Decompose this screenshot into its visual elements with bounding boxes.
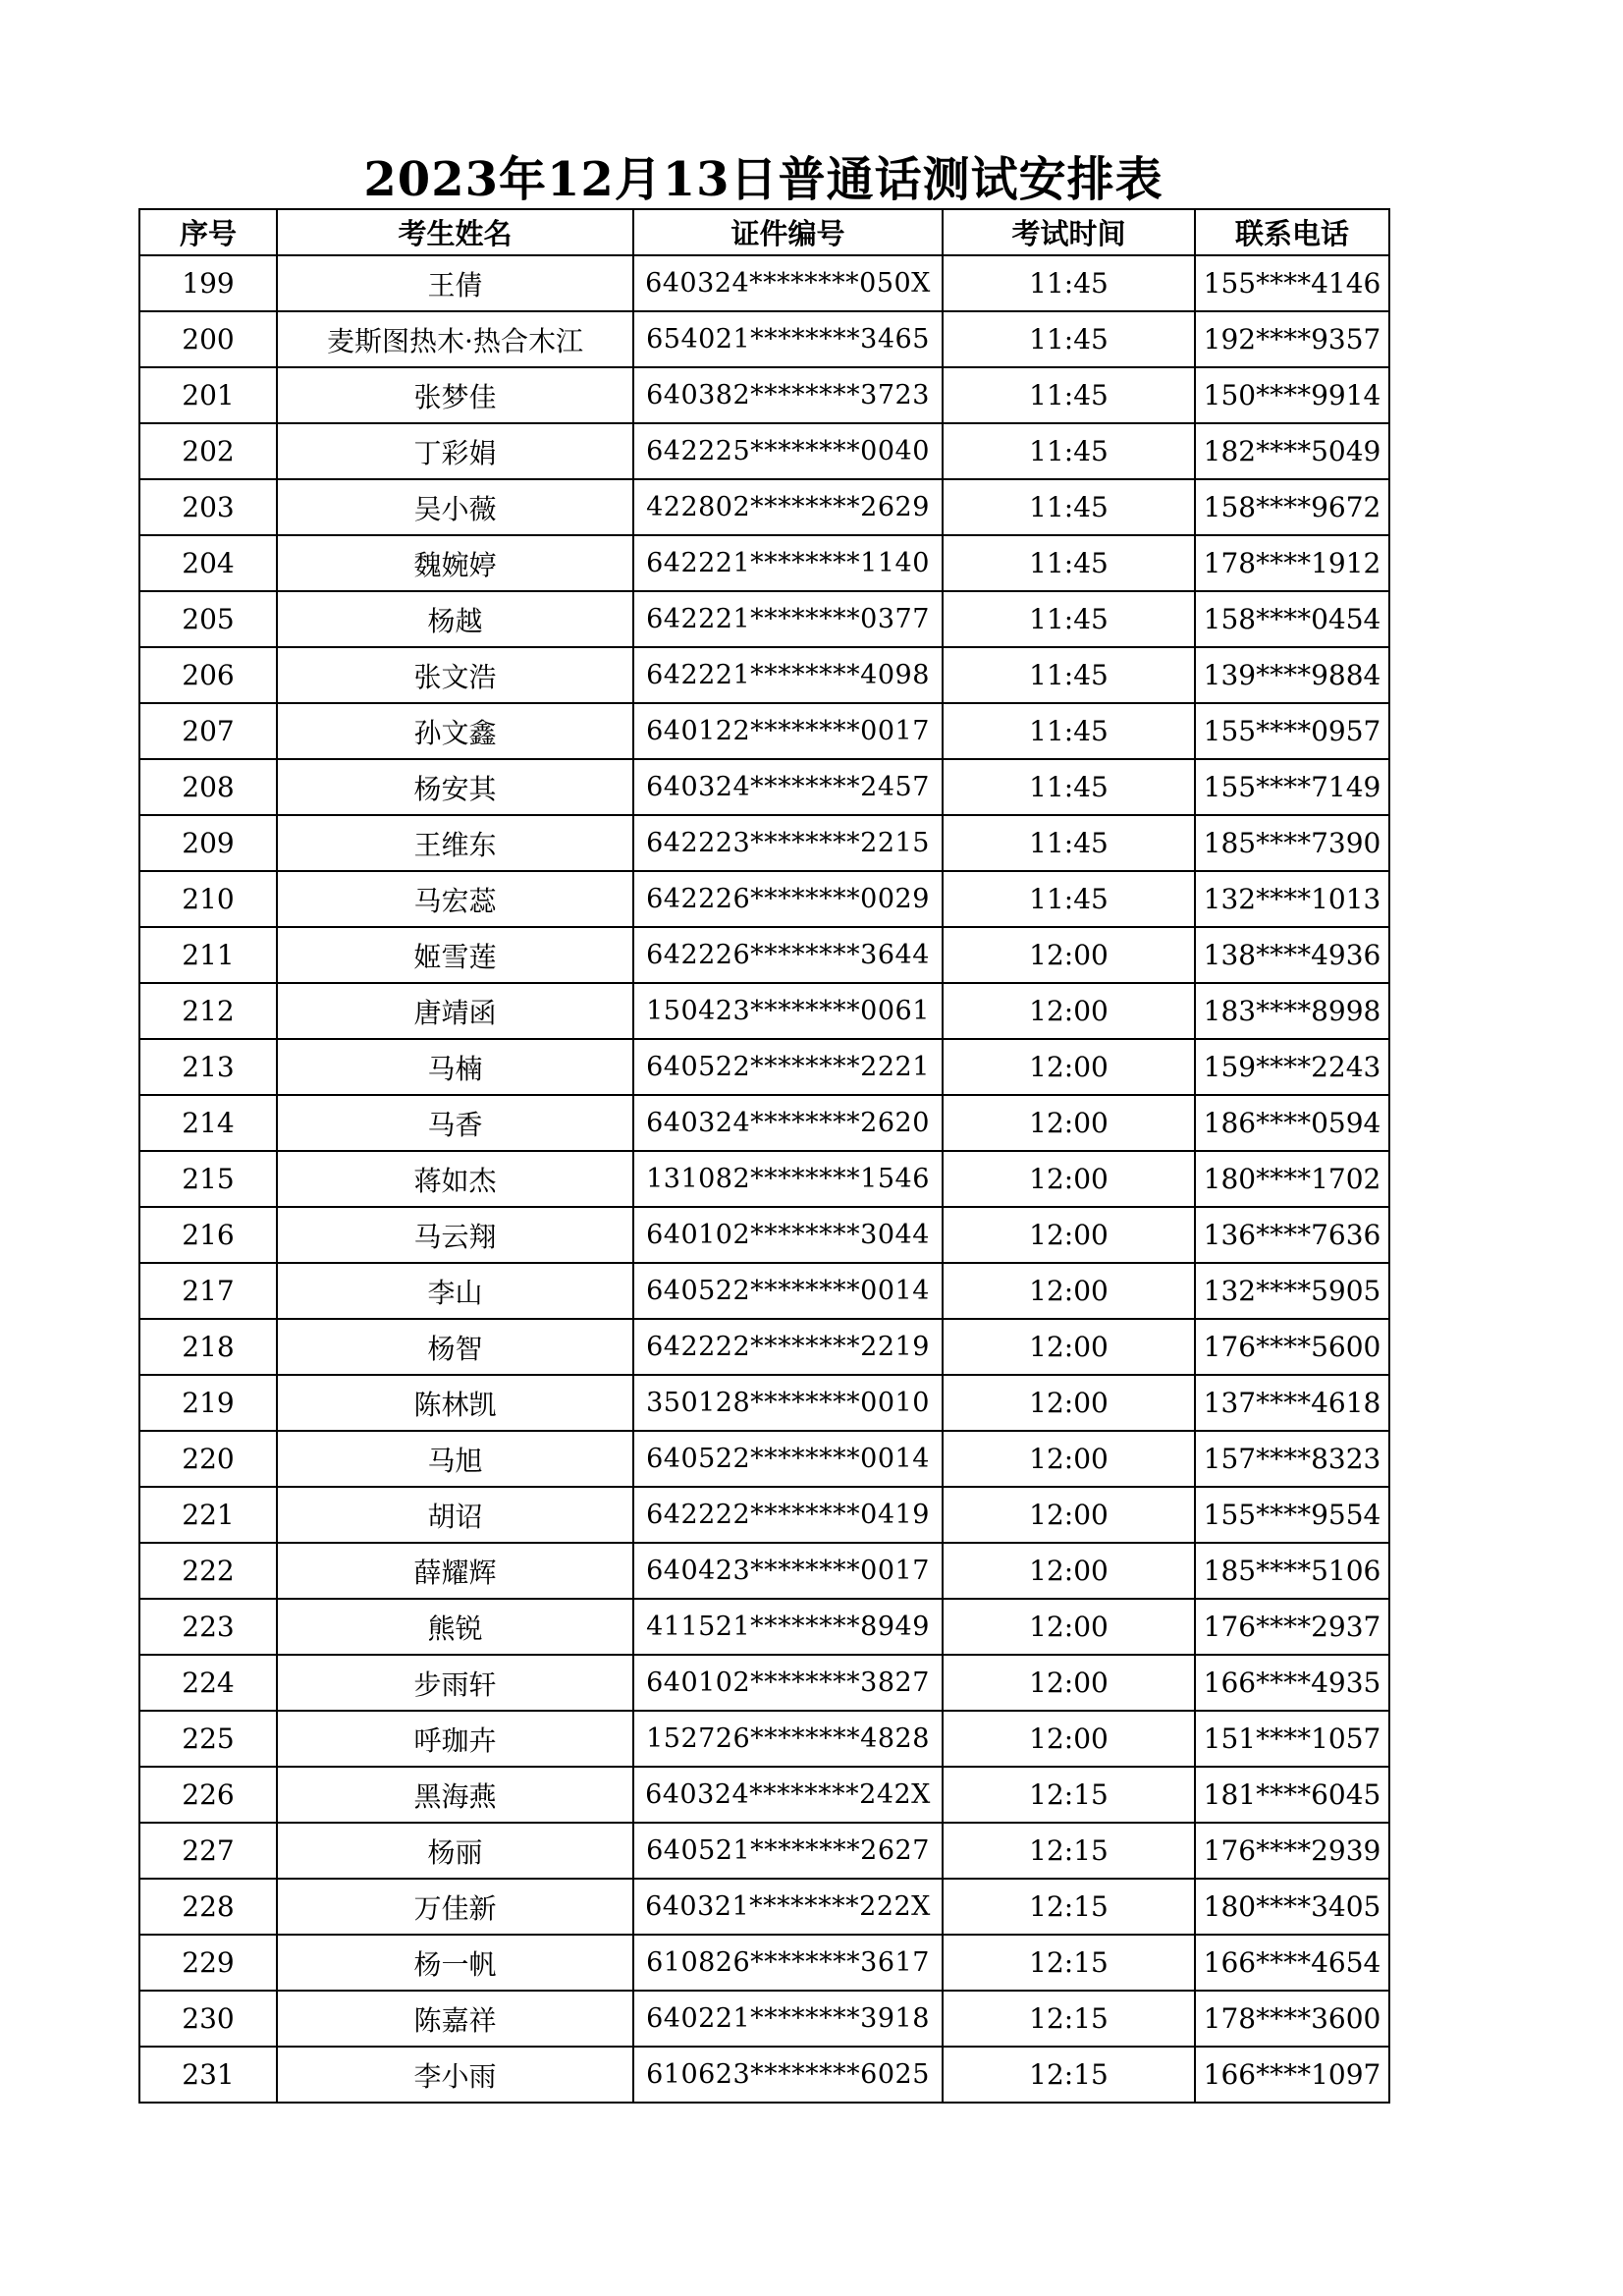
cell-seq: 220 — [139, 1431, 277, 1487]
cell-exam-time: 11:45 — [943, 255, 1195, 311]
cell-phone: 178****1912 — [1195, 535, 1389, 591]
table-row — [139, 1263, 1389, 1319]
cell-phone: 155****9554 — [1195, 1487, 1389, 1543]
table-row — [139, 647, 1389, 703]
table-row — [139, 1487, 1389, 1543]
cell-seq: 207 — [139, 703, 277, 759]
cell-phone: 155****4146 — [1195, 255, 1389, 311]
table-row — [139, 1655, 1389, 1711]
table-row — [139, 1095, 1389, 1151]
cell-phone: 137****4618 — [1195, 1375, 1389, 1431]
cell-exam-time: 12:00 — [943, 1543, 1195, 1599]
cell-name: 薛耀辉 — [277, 1543, 633, 1599]
cell-name: 张梦佳 — [277, 367, 633, 423]
table-row — [139, 1431, 1389, 1487]
table-row — [139, 1039, 1389, 1095]
cell-seq: 212 — [139, 983, 277, 1039]
cell-name: 丁彩娟 — [277, 423, 633, 479]
cell-name: 吴小薇 — [277, 479, 633, 535]
table-row — [139, 927, 1389, 983]
cell-id-number: 642221********1140 — [633, 535, 943, 591]
cell-id-number: 640521********2627 — [633, 1823, 943, 1879]
table-row — [139, 703, 1389, 759]
cell-id-number: 610623********6025 — [633, 2047, 943, 2103]
cell-exam-time: 11:45 — [943, 479, 1195, 535]
cell-id-number: 642225********0040 — [633, 423, 943, 479]
cell-seq: 201 — [139, 367, 277, 423]
cell-exam-time: 12:15 — [943, 1991, 1195, 2047]
cell-id-number: 411521********8949 — [633, 1599, 943, 1655]
cell-id-number: 422802********2629 — [633, 479, 943, 535]
cell-exam-time: 11:45 — [943, 367, 1195, 423]
cell-id-number: 642222********2219 — [633, 1319, 943, 1375]
table-row — [139, 1991, 1389, 2047]
cell-phone: 155****7149 — [1195, 759, 1389, 815]
cell-id-number: 640324********2457 — [633, 759, 943, 815]
cell-exam-time: 11:45 — [943, 815, 1195, 871]
cell-name: 杨智 — [277, 1319, 633, 1375]
cell-phone: 176****5600 — [1195, 1319, 1389, 1375]
cell-exam-time: 11:45 — [943, 423, 1195, 479]
cell-phone: 186****0594 — [1195, 1095, 1389, 1151]
cell-phone: 185****7390 — [1195, 815, 1389, 871]
cell-exam-time: 12:00 — [943, 927, 1195, 983]
table-row — [139, 1599, 1389, 1655]
header-exam-time: 考试时间 — [943, 209, 1195, 255]
cell-exam-time: 12:15 — [943, 1935, 1195, 1991]
cell-name: 魏婉婷 — [277, 535, 633, 591]
cell-seq: 223 — [139, 1599, 277, 1655]
cell-name: 李小雨 — [277, 2047, 633, 2103]
table-row — [139, 983, 1389, 1039]
cell-name: 张文浩 — [277, 647, 633, 703]
cell-phone: 139****9884 — [1195, 647, 1389, 703]
table-row — [139, 1207, 1389, 1263]
cell-seq: 228 — [139, 1879, 277, 1935]
table-row — [139, 1823, 1389, 1879]
cell-seq: 213 — [139, 1039, 277, 1095]
cell-id-number: 640522********0014 — [633, 1431, 943, 1487]
cell-seq: 217 — [139, 1263, 277, 1319]
cell-phone: 182****5049 — [1195, 423, 1389, 479]
cell-id-number: 640102********3044 — [633, 1207, 943, 1263]
table-header-row — [139, 209, 1389, 255]
cell-seq: 226 — [139, 1767, 277, 1823]
cell-exam-time: 12:15 — [943, 1767, 1195, 1823]
cell-name: 步雨轩 — [277, 1655, 633, 1711]
cell-id-number: 640102********3827 — [633, 1655, 943, 1711]
cell-seq: 199 — [139, 255, 277, 311]
table-row — [139, 535, 1389, 591]
cell-seq: 204 — [139, 535, 277, 591]
table-row — [139, 759, 1389, 815]
cell-exam-time: 12:00 — [943, 1207, 1195, 1263]
cell-name: 杨一帆 — [277, 1935, 633, 1991]
cell-phone: 150****9914 — [1195, 367, 1389, 423]
cell-exam-time: 11:45 — [943, 591, 1195, 647]
cell-seq: 225 — [139, 1711, 277, 1767]
cell-name: 杨越 — [277, 591, 633, 647]
cell-id-number: 350128********0010 — [633, 1375, 943, 1431]
cell-exam-time: 12:00 — [943, 1711, 1195, 1767]
cell-seq: 230 — [139, 1991, 277, 2047]
cell-id-number: 640382********3723 — [633, 367, 943, 423]
header-id-number: 证件编号 — [633, 209, 943, 255]
cell-exam-time: 12:00 — [943, 1319, 1195, 1375]
cell-seq: 202 — [139, 423, 277, 479]
cell-name: 王维东 — [277, 815, 633, 871]
cell-seq: 227 — [139, 1823, 277, 1879]
table-row — [139, 423, 1389, 479]
header-phone: 联系电话 — [1195, 209, 1389, 255]
table-row — [139, 311, 1389, 367]
cell-name: 熊锐 — [277, 1599, 633, 1655]
cell-name: 马香 — [277, 1095, 633, 1151]
cell-phone: 183****8998 — [1195, 983, 1389, 1039]
table-row — [139, 1711, 1389, 1767]
cell-exam-time: 12:00 — [943, 1039, 1195, 1095]
cell-name: 马宏蕊 — [277, 871, 633, 927]
cell-phone: 138****4936 — [1195, 927, 1389, 983]
header-seq: 序号 — [139, 209, 277, 255]
page-title: 2023年12月13日普通话测试安排表 — [363, 152, 1163, 207]
cell-exam-time: 12:00 — [943, 1655, 1195, 1711]
cell-phone: 181****6045 — [1195, 1767, 1389, 1823]
table-row — [139, 1767, 1389, 1823]
table-row — [139, 871, 1389, 927]
cell-name: 姬雪莲 — [277, 927, 633, 983]
cell-seq: 210 — [139, 871, 277, 927]
cell-phone: 132****1013 — [1195, 871, 1389, 927]
cell-exam-time: 11:45 — [943, 311, 1195, 367]
cell-phone: 176****2939 — [1195, 1823, 1389, 1879]
cell-phone: 166****4935 — [1195, 1655, 1389, 1711]
cell-seq: 218 — [139, 1319, 277, 1375]
cell-name: 王倩 — [277, 255, 633, 311]
cell-name: 杨丽 — [277, 1823, 633, 1879]
cell-id-number: 642222********0419 — [633, 1487, 943, 1543]
cell-id-number: 640522********0014 — [633, 1263, 943, 1319]
cell-name: 马楠 — [277, 1039, 633, 1095]
cell-id-number: 640324********050X — [633, 255, 943, 311]
cell-id-number: 152726********4828 — [633, 1711, 943, 1767]
table-row — [139, 1543, 1389, 1599]
table-row — [139, 479, 1389, 535]
header-name: 考生姓名 — [277, 209, 633, 255]
cell-exam-time: 12:15 — [943, 1879, 1195, 1935]
cell-id-number: 131082********1546 — [633, 1151, 943, 1207]
cell-id-number: 640122********0017 — [633, 703, 943, 759]
cell-phone: 180****1702 — [1195, 1151, 1389, 1207]
cell-id-number: 640522********2221 — [633, 1039, 943, 1095]
cell-exam-time: 12:00 — [943, 1151, 1195, 1207]
cell-id-number: 610826********3617 — [633, 1935, 943, 1991]
cell-seq: 215 — [139, 1151, 277, 1207]
cell-seq: 200 — [139, 311, 277, 367]
cell-seq: 208 — [139, 759, 277, 815]
cell-name: 陈嘉祥 — [277, 1991, 633, 2047]
cell-name: 孙文鑫 — [277, 703, 633, 759]
cell-id-number: 640324********2620 — [633, 1095, 943, 1151]
cell-seq: 231 — [139, 2047, 277, 2103]
cell-name: 胡诏 — [277, 1487, 633, 1543]
cell-name: 蒋如杰 — [277, 1151, 633, 1207]
cell-phone: 158****9672 — [1195, 479, 1389, 535]
cell-seq: 222 — [139, 1543, 277, 1599]
cell-id-number: 640324********242X — [633, 1767, 943, 1823]
cell-exam-time: 12:00 — [943, 1095, 1195, 1151]
cell-id-number: 642221********0377 — [633, 591, 943, 647]
cell-phone: 185****5106 — [1195, 1543, 1389, 1599]
cell-seq: 229 — [139, 1935, 277, 1991]
cell-exam-time: 12:00 — [943, 1599, 1195, 1655]
cell-id-number: 642223********2215 — [633, 815, 943, 871]
cell-seq: 216 — [139, 1207, 277, 1263]
cell-exam-time: 12:00 — [943, 1487, 1195, 1543]
cell-name: 呼珈卉 — [277, 1711, 633, 1767]
cell-seq: 211 — [139, 927, 277, 983]
table-row — [139, 1319, 1389, 1375]
cell-seq: 214 — [139, 1095, 277, 1151]
cell-exam-time: 11:45 — [943, 703, 1195, 759]
schedule-table — [138, 208, 1390, 2104]
cell-exam-time: 12:00 — [943, 983, 1195, 1039]
cell-id-number: 642226********0029 — [633, 871, 943, 927]
cell-name: 马旭 — [277, 1431, 633, 1487]
table-row — [139, 1879, 1389, 1935]
cell-phone: 158****0454 — [1195, 591, 1389, 647]
cell-name: 黑海燕 — [277, 1767, 633, 1823]
cell-id-number: 640423********0017 — [633, 1543, 943, 1599]
cell-phone: 151****1057 — [1195, 1711, 1389, 1767]
cell-name: 唐靖函 — [277, 983, 633, 1039]
table-body — [139, 255, 1389, 2103]
cell-seq: 219 — [139, 1375, 277, 1431]
table-row — [139, 367, 1389, 423]
cell-exam-time: 12:00 — [943, 1375, 1195, 1431]
cell-phone: 132****5905 — [1195, 1263, 1389, 1319]
cell-phone: 166****1097 — [1195, 2047, 1389, 2103]
cell-phone: 192****9357 — [1195, 311, 1389, 367]
cell-id-number: 642221********4098 — [633, 647, 943, 703]
cell-phone: 176****2937 — [1195, 1599, 1389, 1655]
cell-phone: 178****3600 — [1195, 1991, 1389, 2047]
cell-id-number: 654021********3465 — [633, 311, 943, 367]
cell-phone: 136****7636 — [1195, 1207, 1389, 1263]
cell-phone: 166****4654 — [1195, 1935, 1389, 1991]
cell-seq: 224 — [139, 1655, 277, 1711]
cell-phone: 180****3405 — [1195, 1879, 1389, 1935]
cell-exam-time: 12:00 — [943, 1431, 1195, 1487]
cell-seq: 203 — [139, 479, 277, 535]
cell-phone: 155****0957 — [1195, 703, 1389, 759]
table-row — [139, 1151, 1389, 1207]
table-row — [139, 1375, 1389, 1431]
cell-id-number: 640221********3918 — [633, 1991, 943, 2047]
cell-name: 杨安其 — [277, 759, 633, 815]
table-row — [139, 1935, 1389, 1991]
cell-seq: 205 — [139, 591, 277, 647]
table-row — [139, 2047, 1389, 2103]
cell-exam-time: 12:00 — [943, 1263, 1195, 1319]
cell-name: 麦斯图热木·热合木江 — [277, 311, 633, 367]
cell-name: 陈林凯 — [277, 1375, 633, 1431]
table-row — [139, 591, 1389, 647]
cell-id-number: 642226********3644 — [633, 927, 943, 983]
cell-phone: 159****2243 — [1195, 1039, 1389, 1095]
cell-seq: 209 — [139, 815, 277, 871]
cell-name: 马云翔 — [277, 1207, 633, 1263]
cell-phone: 157****8323 — [1195, 1431, 1389, 1487]
table-row — [139, 815, 1389, 871]
cell-exam-time: 11:45 — [943, 871, 1195, 927]
cell-seq: 221 — [139, 1487, 277, 1543]
cell-exam-time: 12:15 — [943, 1823, 1195, 1879]
cell-exam-time: 12:15 — [943, 2047, 1195, 2103]
cell-name: 李山 — [277, 1263, 633, 1319]
cell-id-number: 640321********222X — [633, 1879, 943, 1935]
cell-name: 万佳新 — [277, 1879, 633, 1935]
cell-exam-time: 11:45 — [943, 759, 1195, 815]
cell-exam-time: 11:45 — [943, 647, 1195, 703]
cell-seq: 206 — [139, 647, 277, 703]
cell-id-number: 150423********0061 — [633, 983, 943, 1039]
table-row — [139, 255, 1389, 311]
cell-exam-time: 11:45 — [943, 535, 1195, 591]
